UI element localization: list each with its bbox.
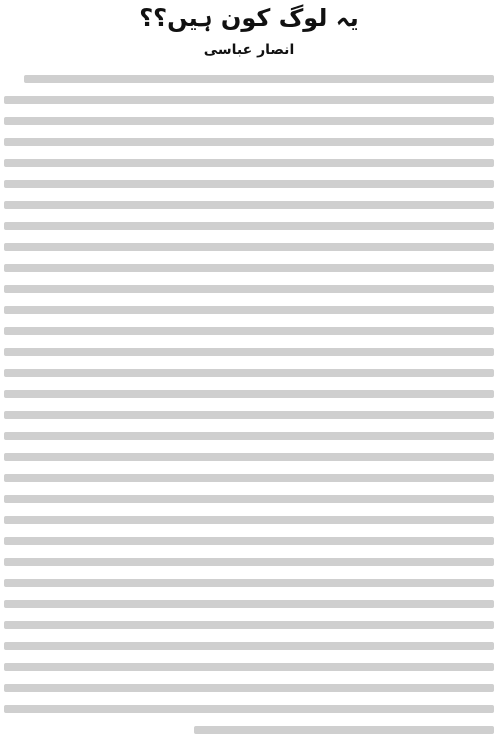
text-line-bar [4,705,494,713]
text-line-bar [4,201,494,209]
body-line-placeholder [4,131,494,152]
text-line-bar [4,348,494,356]
text-line-bar [4,96,494,104]
text-line-bar [4,327,494,335]
body-line-placeholder [4,257,494,278]
article-body [4,68,494,740]
text-line-bar [4,264,494,272]
body-line-placeholder [4,488,494,509]
body-line-placeholder [4,551,494,572]
body-line-placeholder [4,614,494,635]
text-line-bar [24,75,494,83]
text-line-bar [4,453,494,461]
body-line-placeholder [4,677,494,698]
text-line-bar [4,600,494,608]
text-line-bar [4,285,494,293]
body-line-placeholder [4,593,494,614]
body-line-placeholder [4,299,494,320]
body-line-placeholder [4,635,494,656]
body-line-placeholder [4,89,494,110]
text-line-bar [4,537,494,545]
body-line-placeholder [4,404,494,425]
text-line-bar [4,579,494,587]
body-line-placeholder [4,215,494,236]
text-line-bar [4,474,494,482]
body-line-placeholder [4,173,494,194]
body-line-placeholder [4,278,494,299]
body-line-placeholder [4,446,494,467]
text-line-bar [4,516,494,524]
text-line-bar [4,138,494,146]
body-line-placeholder [4,341,494,362]
body-line-placeholder [4,383,494,404]
body-line-placeholder [4,698,494,719]
text-line-bar [4,495,494,503]
body-line-placeholder [4,467,494,488]
text-line-bar [4,432,494,440]
body-line-placeholder [4,572,494,593]
body-line-placeholder [4,425,494,446]
text-line-bar [4,411,494,419]
text-line-bar [4,306,494,314]
text-line-bar [4,621,494,629]
body-line-placeholder [4,68,494,89]
byline: انصار عباسی [203,42,295,58]
text-line-bar [4,117,494,125]
body-line-placeholder [4,656,494,677]
body-line-placeholder [4,509,494,530]
body-line-placeholder [4,152,494,173]
text-line-bar [4,663,494,671]
text-line-bar [4,159,494,167]
body-line-placeholder [4,320,494,341]
text-line-bar [4,369,494,377]
column-headline: یہ لوگ کون ہیں؟؟ [139,4,359,32]
text-line-bar [4,558,494,566]
body-line-placeholder [4,362,494,383]
text-line-bar [4,390,494,398]
body-line-placeholder [4,719,494,740]
body-line-placeholder [4,194,494,215]
text-line-bar [4,243,494,251]
text-line-bar [4,642,494,650]
text-line-bar [4,180,494,188]
body-line-placeholder [4,110,494,131]
body-line-placeholder [4,236,494,257]
body-line-placeholder [4,530,494,551]
text-line-bar [4,222,494,230]
text-line-bar [194,726,494,734]
text-line-bar [4,684,494,692]
